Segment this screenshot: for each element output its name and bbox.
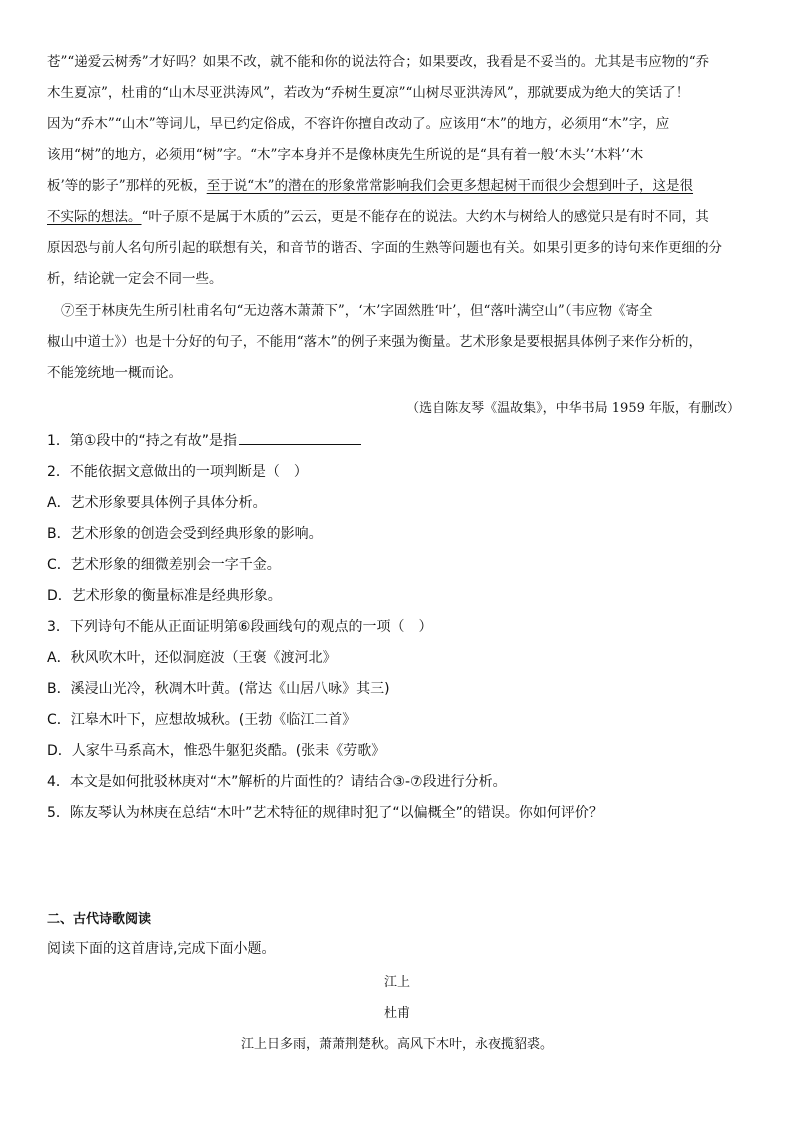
passage-line: 析，结论就一定会不同一些。: [47, 271, 223, 287]
option-d: D．艺术形象的衡量标准是经典形象。: [47, 588, 282, 604]
passage-line: ⑦至于林庚先生所引杜甫名句“无边落木萧萧下”，‘木’字固然胜‘叶’，但“落叶满空山”（韦应物《寄全: [61, 303, 653, 319]
underlined-sentence: 至于说“木”的潜在的形象常常影响我们会更多想起树干而很少会想到叶子，这是很: [206, 178, 694, 194]
passage-line: 椒山中道士》）也是十分好的句子，不能用“落木”的例子来强为衡量。艺术形象是要根据具体例子来作分析的，: [47, 334, 703, 350]
answer-blank[interactable]: [239, 430, 361, 445]
passage-paragraph-6: [47, 47, 747, 295]
option-d: D．人家牛马系高木，惟恐牛躯犯炎酷。(张耒《劳歌》: [47, 743, 386, 759]
passage-line: 木生夏凉”，杜甫的“山木尽亚洪涛风”，若改为“乔树生夏凉”“山树尽亚洪涛风”，那就要成为绝大的笑话了！: [47, 85, 690, 101]
passage-line: 因为“乔木”“山木”等词儿，早已约定俗成，不容许你擅自改动了。应该用“木”的地方，必须用“木”字，应: [47, 116, 670, 132]
question-1: 1．第①段中的“持之有故”是指: [47, 430, 361, 450]
option-b: B．溪浸山光冷，秋凋木叶黄。(常达《山居八咏》其三): [47, 681, 390, 697]
question-2: 2．不能依据文意做出的一项判断是（ ）: [47, 464, 308, 480]
passage-line: 苍”“递爱云树秀”才好吗？如果不改，就不能和你的说法符合；如果要改，我看是不妥当的。尤其是韦应物的“乔: [47, 54, 710, 70]
passage-line: 板’等的影子”那样的死板，至于说“木”的潜在的形象常常影响我们会更多想起树干而很少会想到叶子，这是很: [47, 178, 694, 194]
option-a: A．秋风吹木叶，还似洞庭波（王褒《渡河北》: [47, 650, 337, 666]
option-a: A．艺术形象要具体例子具体分析。: [47, 495, 267, 511]
passage-line: 原因恐与前人名句所引起的联想有关，和音节的谐否、字面的生熟等问题也有关。如果引更多的诗句来作更细的分: [47, 240, 722, 256]
passage-line: 不能笼统地一概而论。: [47, 365, 182, 381]
question-4: 4．本文是如何批驳林庚对“木”解析的片面性的？请结合③-⑦段进行分析。: [47, 774, 507, 790]
passage-paragraph-7: [47, 296, 747, 389]
passage-line: 该用“树”的地方，必须用“树”字。“木”字本身并不是像林庚先生所说的是“具有着一般‘木头’‘木料’‘木: [47, 147, 644, 163]
question-5: 5．陈友琴认为林庚在总结“木叶”艺术特征的规律时犯了“以偏概全”的错误。你如何评价？: [47, 805, 603, 821]
poem-line: 江上日多雨，萧萧荆楚秋。高风下木叶，永夜揽貂裘。: [240, 1037, 553, 1052]
option-c: C．艺术形象的细微差别会一字千金。: [47, 557, 281, 573]
section-heading: 二、古代诗歌阅读: [47, 912, 152, 927]
passage-source: （选自陈友琴《温故集》，中华书局 1959 年版，有删改）: [406, 401, 740, 416]
underlined-sentence-end: 不实际的想法。: [47, 209, 142, 225]
section-intro: 阅读下面的这首唐诗,完成下面小题。: [47, 941, 276, 957]
option-b: B．艺术形象的创造会受到经典形象的影响。: [47, 526, 323, 542]
option-c: C．江皋木叶下，应想故城秋。(王勃《临江二首》: [47, 712, 357, 728]
poem-author: 杜甫: [383, 1006, 410, 1021]
passage-line: 不实际的想法。“叶子原不是属于木质的”云云，更是不能存在的说法。大约木与树给人的感觉只是有时不同，其: [47, 209, 709, 225]
question-3: 3．下列诗句不能从正面证明第⑥段画线句的观点的一项（ ）: [47, 619, 433, 635]
poem-title: 江上: [383, 975, 410, 990]
